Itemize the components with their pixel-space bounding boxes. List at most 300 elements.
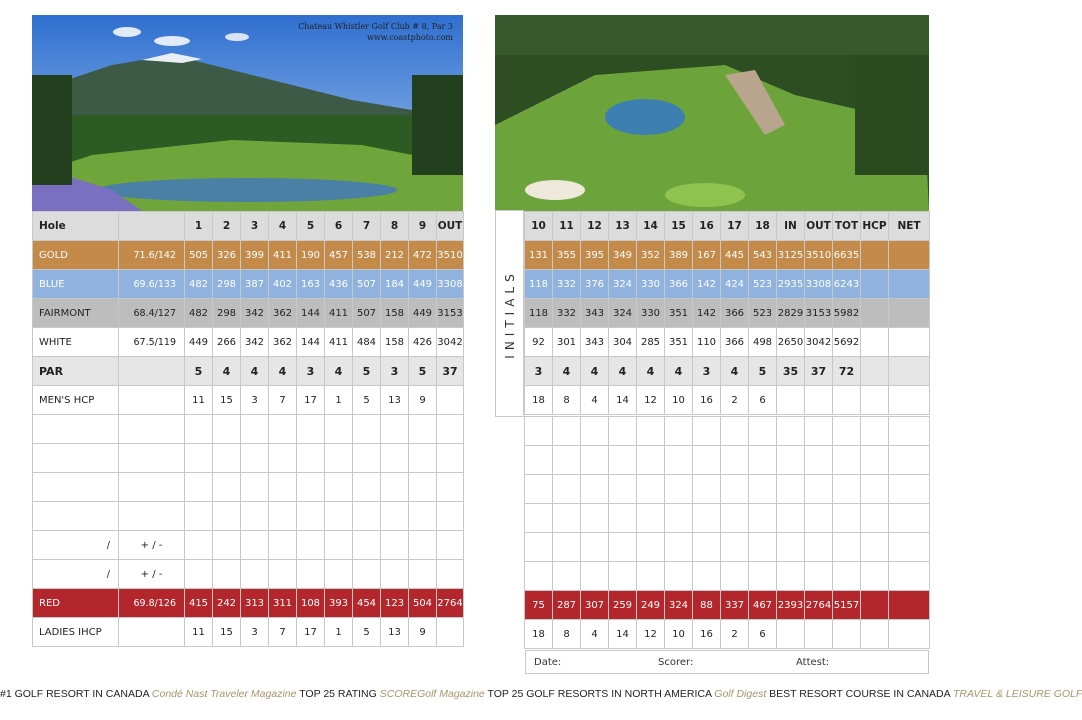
score-cell: 2 xyxy=(721,386,749,415)
score-cell xyxy=(325,415,353,444)
score-cell xyxy=(437,473,464,502)
score-cell xyxy=(409,560,437,589)
score-cell xyxy=(693,417,721,446)
score-cell: 505 xyxy=(185,241,213,270)
score-cell: 482 xyxy=(185,270,213,299)
score-cell xyxy=(665,562,693,591)
score-cell: 8 xyxy=(553,386,581,415)
score-cell: 389 xyxy=(665,241,693,270)
score-cell: 285 xyxy=(637,328,665,357)
score-cell: 212 xyxy=(381,241,409,270)
score-cell: 3308 xyxy=(805,270,833,299)
score-cell: 4 xyxy=(609,357,637,386)
score-cell xyxy=(749,504,777,533)
score-cell: 449 xyxy=(185,328,213,357)
score-cell: 3510 xyxy=(437,241,464,270)
score-cell xyxy=(889,417,930,446)
score-cell: 92 xyxy=(525,328,553,357)
score-cell xyxy=(889,533,930,562)
score-cell xyxy=(353,473,381,502)
score-cell: 507 xyxy=(353,299,381,328)
score-cell: 18 xyxy=(525,386,553,415)
score-cell: 484 xyxy=(353,328,381,357)
score-cell: 402 xyxy=(269,270,297,299)
score-cell: 6243 xyxy=(833,270,861,299)
score-cell: 3125 xyxy=(777,241,805,270)
score-cell xyxy=(213,473,241,502)
score-cell: 266 xyxy=(213,328,241,357)
score-cell: 324 xyxy=(609,299,637,328)
score-cell xyxy=(805,417,833,446)
table-row xyxy=(33,299,464,328)
front-header-row xyxy=(33,212,464,241)
scorer-label: Scorer: xyxy=(658,657,694,668)
row-rating: 71.6/142 xyxy=(119,241,185,270)
score-cell xyxy=(581,533,609,562)
score-cell: 5692 xyxy=(833,328,861,357)
score-cell xyxy=(353,444,381,473)
score-cell: 8 xyxy=(553,620,581,649)
score-cell xyxy=(749,533,777,562)
score-cell: 366 xyxy=(721,328,749,357)
score-cell: 351 xyxy=(665,328,693,357)
score-cell xyxy=(637,562,665,591)
score-cell xyxy=(581,417,609,446)
score-cell: 37 xyxy=(437,357,464,386)
score-cell xyxy=(861,386,889,415)
score-cell: 4 xyxy=(721,357,749,386)
score-cell xyxy=(409,415,437,444)
score-cell: 3 xyxy=(693,357,721,386)
score-cell: 88 xyxy=(693,591,721,620)
score-cell xyxy=(665,533,693,562)
row-rating: 67.5/119 xyxy=(119,328,185,357)
award-text: TOP 25 RATING xyxy=(296,688,380,700)
score-cell xyxy=(749,446,777,475)
score-cell: 35 xyxy=(777,357,805,386)
score-cell xyxy=(693,446,721,475)
score-cell: 118 xyxy=(525,299,553,328)
score-cell xyxy=(297,444,325,473)
row-label: / xyxy=(33,531,119,560)
score-cell xyxy=(269,560,297,589)
score-cell xyxy=(693,562,721,591)
score-cell: 158 xyxy=(381,328,409,357)
score-cell: 17 xyxy=(297,618,325,647)
score-cell xyxy=(409,473,437,502)
score-cell: 10 xyxy=(665,620,693,649)
score-cell: 190 xyxy=(297,241,325,270)
row-label xyxy=(33,444,119,473)
score-cell xyxy=(693,504,721,533)
score-cell: 11 xyxy=(185,618,213,647)
award-text: BEST RESORT COURSE IN CANADA xyxy=(766,688,953,700)
score-cell xyxy=(241,415,269,444)
score-cell: 16 xyxy=(693,386,721,415)
score-cell xyxy=(297,473,325,502)
table-row xyxy=(525,328,930,357)
score-cell: 6 xyxy=(749,386,777,415)
score-cell: 5982 xyxy=(833,299,861,328)
score-cell: 343 xyxy=(581,328,609,357)
header-cell: 11 xyxy=(553,212,581,241)
header-cell: 10 xyxy=(525,212,553,241)
score-cell: 424 xyxy=(721,270,749,299)
score-cell: 4 xyxy=(213,357,241,386)
table-row xyxy=(525,417,930,446)
score-cell: 330 xyxy=(637,270,665,299)
header-cell: 7 xyxy=(353,212,381,241)
score-cell: 12 xyxy=(637,386,665,415)
row-rating: 69.8/126 xyxy=(119,589,185,618)
score-cell: 123 xyxy=(381,589,409,618)
score-cell xyxy=(381,415,409,444)
score-cell: 5 xyxy=(749,357,777,386)
score-cell xyxy=(581,562,609,591)
photo-credit xyxy=(298,21,453,43)
header-cell: OUT xyxy=(805,212,833,241)
score-cell xyxy=(437,386,464,415)
score-cell: 301 xyxy=(553,328,581,357)
row-rating xyxy=(119,357,185,386)
score-cell: 387 xyxy=(241,270,269,299)
score-cell xyxy=(749,417,777,446)
score-cell xyxy=(553,562,581,591)
table-row xyxy=(33,270,464,299)
score-cell: 16 xyxy=(693,620,721,649)
score-cell: 2764 xyxy=(805,591,833,620)
header-cell: NET xyxy=(889,212,930,241)
score-cell xyxy=(185,531,213,560)
row-rating xyxy=(119,415,185,444)
score-cell xyxy=(665,504,693,533)
score-cell xyxy=(777,504,805,533)
score-cell xyxy=(861,446,889,475)
score-cell: 498 xyxy=(749,328,777,357)
score-cell xyxy=(353,502,381,531)
photo-credit-title: Chateau Whistler Golf Club # 8, Par 3 xyxy=(298,22,453,31)
score-cell xyxy=(213,415,241,444)
header-cell: 18 xyxy=(749,212,777,241)
header-cell: 17 xyxy=(721,212,749,241)
magazine-name: Condé Nast Traveler Magazine xyxy=(151,688,297,700)
score-cell: 449 xyxy=(409,270,437,299)
score-cell xyxy=(777,620,805,649)
score-cell xyxy=(833,562,861,591)
score-cell: 351 xyxy=(665,299,693,328)
score-cell: 445 xyxy=(721,241,749,270)
score-cell: 324 xyxy=(665,591,693,620)
table-row xyxy=(33,386,464,415)
score-cell: 5 xyxy=(185,357,213,386)
score-cell: 3 xyxy=(297,357,325,386)
score-cell xyxy=(297,502,325,531)
table-row xyxy=(33,444,464,473)
score-cell: 3 xyxy=(241,386,269,415)
score-cell: 543 xyxy=(749,241,777,270)
score-cell xyxy=(889,357,930,386)
score-cell: 523 xyxy=(749,270,777,299)
score-cell xyxy=(861,533,889,562)
row-label: FAIRMONT xyxy=(33,299,119,328)
table-row xyxy=(33,241,464,270)
score-cell xyxy=(861,270,889,299)
score-cell xyxy=(861,357,889,386)
score-cell: 504 xyxy=(409,589,437,618)
score-cell: 298 xyxy=(213,270,241,299)
score-cell xyxy=(609,504,637,533)
score-cell xyxy=(609,533,637,562)
score-cell: 7 xyxy=(269,618,297,647)
score-cell: 482 xyxy=(185,299,213,328)
score-cell xyxy=(581,504,609,533)
score-cell xyxy=(409,502,437,531)
row-label: LADIES IHCP xyxy=(33,618,119,647)
row-rating xyxy=(119,444,185,473)
score-cell: 14 xyxy=(609,386,637,415)
score-cell: 538 xyxy=(353,241,381,270)
row-rating: + / - xyxy=(119,531,185,560)
score-cell xyxy=(269,502,297,531)
score-cell: 355 xyxy=(553,241,581,270)
score-cell: 5 xyxy=(353,357,381,386)
score-cell xyxy=(861,475,889,504)
score-cell xyxy=(861,504,889,533)
score-cell: 13 xyxy=(381,618,409,647)
score-cell xyxy=(609,417,637,446)
magazine-name: Golf Digest xyxy=(714,688,767,700)
score-cell: 2829 xyxy=(777,299,805,328)
score-cell xyxy=(381,502,409,531)
score-cell xyxy=(381,531,409,560)
header-cell: IN xyxy=(777,212,805,241)
score-cell xyxy=(721,562,749,591)
score-cell xyxy=(805,386,833,415)
score-cell: 330 xyxy=(637,299,665,328)
score-cell: 3510 xyxy=(805,241,833,270)
score-cell: 11 xyxy=(185,386,213,415)
table-row xyxy=(33,618,464,647)
score-cell xyxy=(553,475,581,504)
score-cell xyxy=(213,531,241,560)
score-cell xyxy=(269,444,297,473)
score-cell xyxy=(553,504,581,533)
score-cell: 307 xyxy=(581,591,609,620)
score-cell: 3153 xyxy=(437,299,464,328)
score-cell xyxy=(409,531,437,560)
table-row xyxy=(525,386,930,415)
score-cell xyxy=(777,475,805,504)
score-cell xyxy=(889,562,930,591)
score-cell xyxy=(381,560,409,589)
row-rating xyxy=(119,386,185,415)
score-cell xyxy=(269,415,297,444)
score-cell: 362 xyxy=(269,299,297,328)
score-cell: 4 xyxy=(637,357,665,386)
score-cell xyxy=(241,444,269,473)
score-cell: 411 xyxy=(269,241,297,270)
score-cell: 17 xyxy=(297,386,325,415)
score-cell xyxy=(777,533,805,562)
score-cell: 4 xyxy=(269,357,297,386)
score-cell xyxy=(861,417,889,446)
score-cell xyxy=(777,446,805,475)
table-row xyxy=(525,533,930,562)
score-cell xyxy=(353,415,381,444)
score-cell: 399 xyxy=(241,241,269,270)
score-cell xyxy=(185,473,213,502)
score-cell: 142 xyxy=(693,299,721,328)
photo-credit-url: www.coastphoto.com xyxy=(367,33,453,42)
score-cell: 15 xyxy=(213,618,241,647)
row-rating xyxy=(119,473,185,502)
score-cell xyxy=(609,446,637,475)
score-cell: 2 xyxy=(721,620,749,649)
score-cell xyxy=(721,446,749,475)
score-cell: 507 xyxy=(353,270,381,299)
score-cell: 4 xyxy=(581,386,609,415)
score-cell xyxy=(721,504,749,533)
score-cell: 75 xyxy=(525,591,553,620)
score-cell xyxy=(889,299,930,328)
header-cell: 1 xyxy=(185,212,213,241)
score-cell xyxy=(721,417,749,446)
score-cell: 4 xyxy=(581,620,609,649)
score-cell: 2935 xyxy=(777,270,805,299)
score-cell: 393 xyxy=(325,589,353,618)
score-cell: 343 xyxy=(581,299,609,328)
score-cell xyxy=(325,473,353,502)
score-cell: 457 xyxy=(325,241,353,270)
score-cell: 4 xyxy=(241,357,269,386)
table-row xyxy=(525,591,930,620)
table-row xyxy=(525,504,930,533)
score-cell xyxy=(525,475,553,504)
table-row xyxy=(525,620,930,649)
back-nine-table-bottom xyxy=(524,416,930,649)
score-cell xyxy=(889,386,930,415)
score-cell xyxy=(609,562,637,591)
score-cell xyxy=(325,531,353,560)
score-cell xyxy=(241,531,269,560)
row-rating xyxy=(119,618,185,647)
table-row xyxy=(525,475,930,504)
score-cell xyxy=(437,502,464,531)
signature-box xyxy=(525,650,929,674)
score-cell xyxy=(241,502,269,531)
table-row xyxy=(525,241,930,270)
score-cell: 376 xyxy=(581,270,609,299)
score-cell xyxy=(889,591,930,620)
score-cell xyxy=(833,620,861,649)
header-cell xyxy=(119,212,185,241)
score-cell: 4 xyxy=(581,357,609,386)
table-row xyxy=(33,473,464,502)
table-row xyxy=(33,531,464,560)
score-cell: 454 xyxy=(353,589,381,618)
score-cell xyxy=(381,444,409,473)
score-cell: 4 xyxy=(665,357,693,386)
score-cell: 118 xyxy=(525,270,553,299)
score-cell: 287 xyxy=(553,591,581,620)
awards-tagline xyxy=(0,688,1082,700)
header-cell: 12 xyxy=(581,212,609,241)
score-cell xyxy=(861,620,889,649)
score-cell xyxy=(241,560,269,589)
score-cell: 326 xyxy=(213,241,241,270)
score-cell xyxy=(353,531,381,560)
header-cell: 4 xyxy=(269,212,297,241)
score-cell xyxy=(553,446,581,475)
table-row xyxy=(33,328,464,357)
row-label: BLUE xyxy=(33,270,119,299)
table-row xyxy=(33,589,464,618)
row-label: / xyxy=(33,560,119,589)
header-cell: 5 xyxy=(297,212,325,241)
score-cell xyxy=(665,475,693,504)
header-cell: 14 xyxy=(637,212,665,241)
score-cell: 366 xyxy=(665,270,693,299)
score-cell: 332 xyxy=(553,299,581,328)
score-cell xyxy=(833,417,861,446)
magazine-name: SCOREGolf Magazine xyxy=(379,688,485,700)
score-cell: 426 xyxy=(409,328,437,357)
score-cell: 311 xyxy=(269,589,297,618)
header-cell: 15 xyxy=(665,212,693,241)
score-cell xyxy=(525,562,553,591)
score-cell: 15 xyxy=(213,386,241,415)
score-cell xyxy=(325,444,353,473)
score-cell: 3042 xyxy=(437,328,464,357)
score-cell: 3 xyxy=(381,357,409,386)
score-cell xyxy=(805,620,833,649)
header-cell: 6 xyxy=(325,212,353,241)
score-cell xyxy=(665,446,693,475)
header-cell: 9 xyxy=(409,212,437,241)
score-cell xyxy=(749,562,777,591)
score-cell: 131 xyxy=(525,241,553,270)
score-cell: 5 xyxy=(353,386,381,415)
score-cell: 249 xyxy=(637,591,665,620)
table-row xyxy=(525,562,930,591)
score-cell xyxy=(525,446,553,475)
score-cell xyxy=(805,504,833,533)
score-cell xyxy=(437,531,464,560)
score-cell xyxy=(833,475,861,504)
row-label: PAR xyxy=(33,357,119,386)
header-cell: 2 xyxy=(213,212,241,241)
score-cell xyxy=(833,386,861,415)
score-cell: 342 xyxy=(241,328,269,357)
score-cell: 349 xyxy=(609,241,637,270)
score-cell: 2764 xyxy=(437,589,464,618)
score-cell: 72 xyxy=(833,357,861,386)
score-cell xyxy=(525,417,553,446)
score-cell: 13 xyxy=(381,386,409,415)
row-label xyxy=(33,415,119,444)
score-cell xyxy=(889,475,930,504)
score-cell xyxy=(889,270,930,299)
row-rating: 69.6/133 xyxy=(119,270,185,299)
score-cell xyxy=(889,620,930,649)
score-cell xyxy=(805,533,833,562)
header-cell: 13 xyxy=(609,212,637,241)
initials-label: INITIALS xyxy=(502,268,517,359)
score-cell: 436 xyxy=(325,270,353,299)
score-cell xyxy=(353,560,381,589)
score-cell: 1 xyxy=(325,618,353,647)
table-row xyxy=(525,270,930,299)
